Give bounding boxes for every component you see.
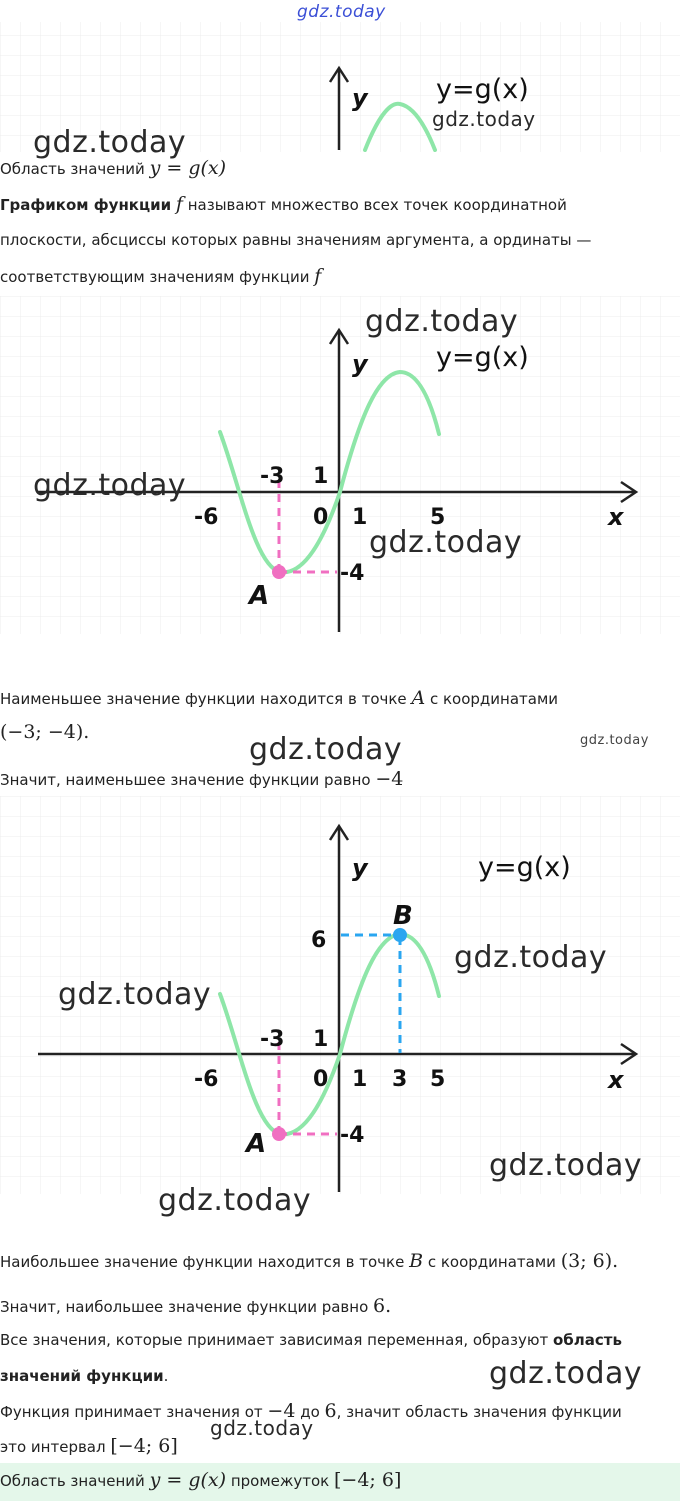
watermark: gdz.today: [249, 732, 403, 767]
answer-banner: [0, 1463, 680, 1501]
paragraph: соответствующим значениям функции f: [0, 265, 322, 287]
min-y-label: -4: [340, 561, 365, 586]
paragraph: Все значения, которые принимает зависимая переменная, образуют область: [0, 1331, 622, 1349]
watermark: gdz.today: [489, 1356, 643, 1391]
paragraph: Функция принимает значения от −4 до 6, значит область значения функции: [0, 1400, 622, 1422]
paragraph: (−3; −4).: [0, 721, 90, 743]
y-axis-label: y: [352, 84, 368, 112]
watermark: gdz.today: [454, 940, 608, 975]
max-y-label: 6: [311, 928, 327, 953]
watermark: gdz.today: [432, 107, 536, 131]
x-tick-label: 5: [430, 1067, 446, 1092]
x-tick-label: 1: [352, 505, 368, 530]
point-a-marker: [272, 1127, 286, 1141]
paragraph: значений функции.: [0, 1367, 169, 1385]
x-tick-label: 5: [430, 505, 446, 530]
x-tick-label: -6: [194, 505, 219, 530]
y-tick-1: 1: [313, 1027, 329, 1052]
answer-text: Область значений y = g(x) промежуток [−4; 6]: [0, 1469, 402, 1491]
graph-minimum: [0, 296, 680, 634]
watermark: gdz.today: [369, 525, 523, 560]
point-b-label: B: [393, 901, 413, 931]
min-x-label: -3: [260, 1027, 285, 1052]
x-axis-label: x: [608, 503, 624, 531]
x-tick-label: 1: [352, 1067, 368, 1092]
function-label: y=g(x): [478, 852, 571, 883]
paragraph: Значит, наименьшее значение функции равно −4: [0, 768, 404, 790]
min-x-label: -3: [260, 464, 285, 489]
paragraph: Область значений y = g(x): [0, 157, 227, 179]
paragraph: Графиком функции f называют множество всех точек координатной: [0, 193, 567, 215]
paragraph: Значит, наибольшее значение функции равно 6.: [0, 1295, 392, 1317]
paragraph: плоскости, абсциссы которых равны значениям аргумента, а ординаты —: [0, 231, 592, 249]
function-label: y=g(x): [436, 342, 529, 373]
x-tick-label: 0: [313, 505, 329, 530]
x-tick-label: 0: [313, 1067, 329, 1092]
x-axis-label: x: [608, 1066, 624, 1094]
paragraph: Наименьшее значение функции находится в точке A с координатами: [0, 687, 559, 709]
point-a-marker: [272, 565, 286, 579]
x-tick-label: 3: [392, 1067, 408, 1092]
min-y-label: -4: [340, 1123, 365, 1148]
watermark: gdz.today: [158, 1183, 312, 1218]
y-tick-1: 1: [313, 464, 329, 489]
watermark: gdz.today: [33, 468, 187, 503]
x-tick-label: -6: [194, 1067, 219, 1092]
watermark: gdz.today: [58, 977, 212, 1012]
watermark: gdz.today: [489, 1148, 643, 1183]
paragraph: это интервал [−4; 6]: [0, 1435, 178, 1457]
watermark: gdz.today: [365, 304, 519, 339]
y-axis-label: y: [352, 350, 368, 378]
point-a-label: A: [246, 1129, 267, 1159]
watermark: gdz.today: [580, 733, 649, 748]
watermark: gdz.today: [210, 1416, 314, 1440]
function-label: y=g(x): [436, 74, 529, 105]
paragraph: Наибольшее значение функции находится в точке B с координатами (3; 6).: [0, 1250, 619, 1272]
watermark: gdz.today: [297, 2, 386, 22]
watermark: gdz.today: [33, 125, 187, 160]
point-a-label: A: [249, 581, 270, 611]
y-axis-label: y: [352, 854, 368, 882]
